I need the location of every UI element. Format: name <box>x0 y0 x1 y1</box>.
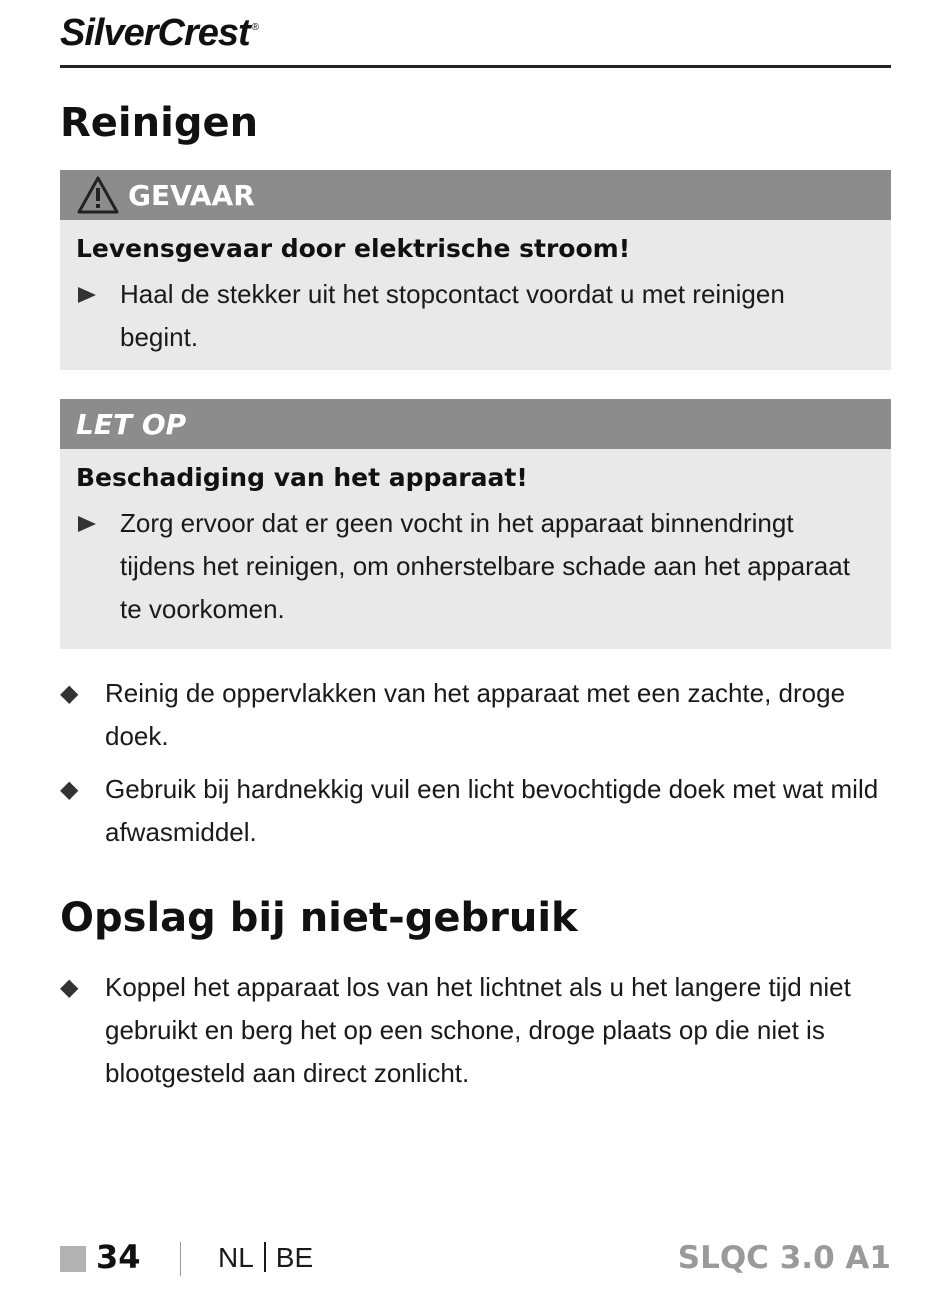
section-title-reinigen: Reinigen <box>60 100 259 146</box>
danger-instruction-text: Haal de stekker uit het stopcontact voordat u met reinigen begint. <box>120 279 785 352</box>
danger-box <box>60 170 891 370</box>
diamond-bullet-icon: ◆ <box>60 974 79 1001</box>
caution-instruction <box>60 492 891 631</box>
footer-divider <box>180 1242 181 1276</box>
danger-title: Levensgevaar door elektrische stroom! <box>76 234 631 263</box>
warning-triangle-icon <box>76 175 120 215</box>
brand-logo: SilverCrest ® <box>60 12 259 54</box>
language-codes <box>218 1242 313 1274</box>
arrow-icon <box>78 516 96 532</box>
list-item: ◆ Reinig de oppervlakken van het apparaat met een zachte, droge doek. <box>60 672 910 758</box>
caution-title: Beschadiging van het apparaat! <box>76 463 528 492</box>
danger-label: GEVAAR <box>128 178 255 212</box>
model-number: SLQC 3.0 A1 <box>677 1240 891 1276</box>
danger-box-header <box>60 170 891 220</box>
section-title-opslag: Opslag bij niet-gebruik <box>60 895 578 941</box>
caution-instruction-text: Zorg ervoor dat er geen vocht in het apparaat binnendringt tijdens het reinigen, om onherstelbare schade aan het apparaat te voorkomen. <box>120 508 850 624</box>
lang-separator <box>264 1242 266 1272</box>
list-item: ◆ Koppel het apparaat los van het lichtnet als u het langere tijd niet gebruikt en berg het op een schone, droge plaats op die niet is blootgesteld aan direct zonlicht. <box>60 966 910 1095</box>
danger-instruction <box>60 263 891 359</box>
lang-be: BE <box>275 1242 314 1273</box>
caution-box <box>60 399 891 649</box>
list-item: ◆ Gebruik bij hardnekkig vuil een licht bevochtigde doek met wat mild afwasmiddel. <box>60 768 910 854</box>
footer-square-marker <box>60 1246 86 1272</box>
diamond-bullet-icon: ◆ <box>60 776 79 803</box>
arrow-icon <box>78 287 96 303</box>
diamond-bullet-icon: ◆ <box>60 680 79 707</box>
page-number: 34 <box>96 1238 141 1276</box>
page-footer <box>60 1238 891 1282</box>
storage-steps-list <box>60 966 910 1105</box>
lang-nl: NL <box>218 1242 254 1273</box>
cleaning-steps-list <box>60 672 910 864</box>
caution-label: LET OP <box>76 407 187 441</box>
header-rule <box>60 65 891 68</box>
caution-box-header <box>60 399 891 449</box>
